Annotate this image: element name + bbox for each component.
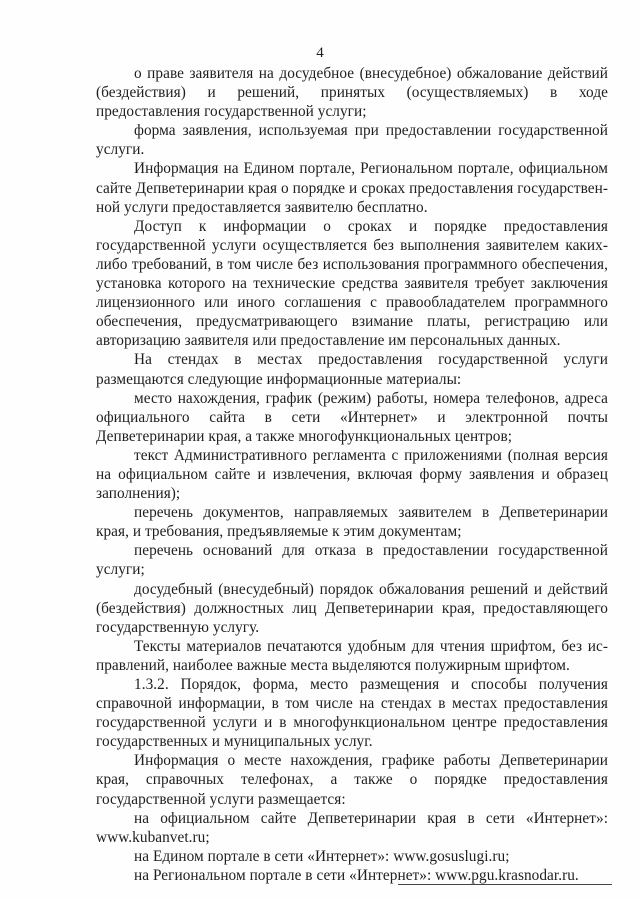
- page-number: 4: [316, 45, 324, 61]
- paragraph-appeal-procedure: досудебный (внесудебный) порядок обжалования решений и действий (бездействия) должностных лиц Депветеринарии края, предоставляющего государственную услугу.: [96, 580, 608, 636]
- document-body: [96, 64, 608, 885]
- paragraph-access-without-requirements: Доступ к информации о сроках и порядке предоставления государственной услуги осуществляется без выполнения заявителем каких-либо требований, в том числе без использования программного обеспечения, установка которого на технические средства заявителя требует заключения лицензионного или иного соглашения с правообладателем программного обеспечения, предусматривающего взимание платы, регистрацию или авторизацию заявителя или предоставление им персональных данных.: [96, 217, 608, 350]
- paragraph-appeal-rights: о праве заявителя на досудебное (внесудебное) обжалование действий (бездействия) и решений, принятых (осуществляемых) в ходе предоставления государственной услуги;: [96, 65, 608, 121]
- paragraph-font-requirements: Тексты материалов печатаются удобным для чтения шрифтом, без исправлений, наиболее важные места выделяются полужирным шрифтом.: [96, 637, 608, 674]
- paragraph-unified-portal: на Едином портале в сети «Интернет»: www.gosuslugi.ru;: [134, 847, 510, 865]
- paragraph-refusal-grounds: перечень оснований для отказа в предоставлении государственной услуги;: [96, 542, 608, 579]
- paragraph-regional-portal: на Региональном портале в сети «Интернет»: www.pgu.krasnodar.ru.: [134, 866, 579, 884]
- paragraph-official-site: на официальном сайте Депветеринарии края в сети «Интернет»: www.kubanvet.ru;: [96, 809, 608, 846]
- paragraph-documents-list: перечень документов, направляемых заявителем в Депветеринарии края, и требования, предъявляемые к этим документам;: [96, 504, 608, 541]
- paragraph-info-placement: Информация о месте нахождения, графике работы Депветеринарии края, справочных телефонах, а также о порядке предоставления государственной услуги размещается:: [96, 752, 608, 808]
- paragraph-application-form: форма заявления, используемая при предоставлении государственной услуги.: [96, 122, 608, 159]
- footer-divider: [398, 884, 612, 885]
- paragraph-free-information: Информация на Едином портале, Региональном портале, официальном сайте Депветеринарии края о порядке и сроках предоставления государственной услуги предоставляется заявителю бесплатно.: [96, 160, 608, 216]
- paragraph-section-1-3-2: 1.3.2. Порядок, форма, место размещения и способы получения справочной информации, в том числе на стендах в местах предоставления государственной услуги и в многофункциональном центре предоставления государственных и муниципальных услуг.: [96, 676, 608, 751]
- paragraph-stands-intro: На стендах в местах предоставления государственной услуги размещаются следующие информационные материалы:: [96, 351, 608, 388]
- paragraph-location-schedule: место нахождения, график (режим) работы, номера телефонов, адреса официального сайта в сети «Интернет» и электронной почты Депветеринарии края, а также многофункциональных центров;: [96, 389, 608, 445]
- paragraph-regulation-text: текст Административного регламента с приложениями (полная версия на официальном сайте и извлечения, включая форму заявления и образец заполнения);: [96, 446, 608, 503]
